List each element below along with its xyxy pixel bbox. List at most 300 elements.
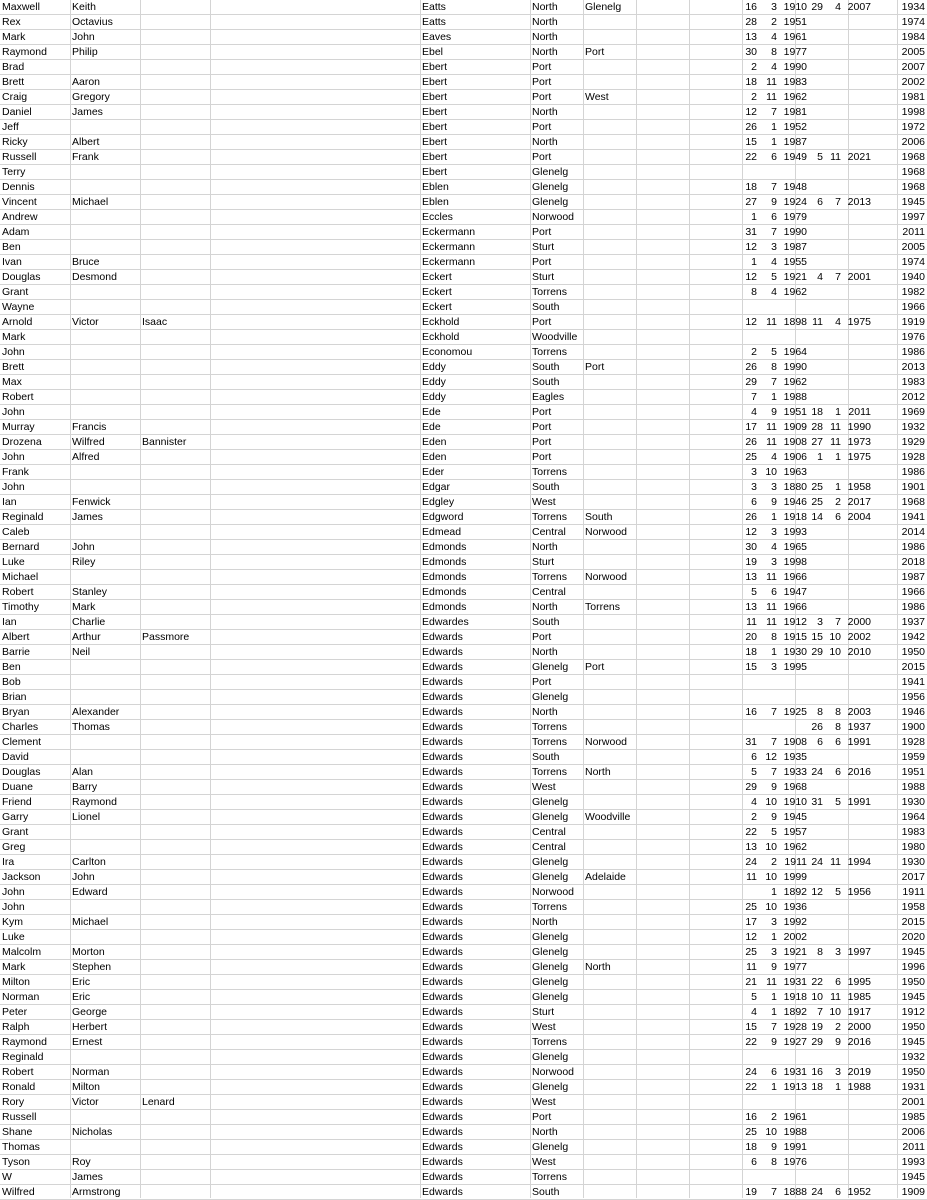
cell-debut-year[interactable]: 1983 (901, 826, 925, 838)
cell-first-name[interactable]: Raymond (2, 1036, 47, 1048)
cell-death-month[interactable]: 6 (835, 766, 841, 778)
cell-birth-day[interactable]: 17 (745, 916, 757, 928)
cell-debut-year[interactable]: 1951 (901, 766, 925, 778)
cell-middle-name[interactable]: Alexander (72, 706, 120, 718)
cell-club[interactable]: Woodville (532, 331, 578, 343)
cell-surname[interactable]: Edwards (422, 691, 463, 703)
cell-club[interactable]: Sturt (532, 271, 555, 283)
cell-first-name[interactable]: Maxwell (2, 1, 40, 13)
cell-death-year[interactable]: 2002 (847, 631, 871, 643)
cell-surname[interactable]: Eckhold (422, 316, 460, 328)
cell-birth-month[interactable]: 2 (771, 16, 777, 28)
cell-club[interactable]: South (532, 616, 560, 628)
cell-birth-day[interactable]: 18 (745, 76, 757, 88)
cell-surname[interactable]: Eddy (422, 391, 446, 403)
cell-birth-month[interactable]: 11 (766, 976, 777, 988)
cell-first-name[interactable]: Brian (2, 691, 27, 703)
cell-birth-month[interactable]: 9 (771, 406, 777, 418)
cell-birth-day[interactable]: 20 (745, 631, 757, 643)
cell-surname[interactable]: Edmonds (422, 571, 467, 583)
cell-surname[interactable]: Edwards (422, 946, 463, 958)
cell-birth-day[interactable]: 12 (745, 106, 757, 118)
cell-birth-day[interactable]: 12 (745, 316, 757, 328)
cell-first-name[interactable]: Raymond (2, 46, 47, 58)
cell-birth-month[interactable]: 10 (765, 871, 777, 883)
cell-birth-month[interactable]: 3 (771, 556, 777, 568)
cell-third-name[interactable]: Passmore (142, 631, 190, 643)
cell-birth-year[interactable]: 1955 (783, 256, 807, 268)
cell-club[interactable]: North (532, 916, 558, 928)
cell-birth-year[interactable]: 1949 (783, 151, 807, 163)
cell-club[interactable]: South (532, 301, 560, 313)
cell-club[interactable]: Norwood (532, 1066, 575, 1078)
cell-birth-year[interactable]: 1983 (783, 76, 807, 88)
cell-club-2[interactable]: Norwood (585, 571, 628, 583)
cell-surname[interactable]: Edmead (422, 526, 462, 538)
cell-first-name[interactable]: Luke (2, 931, 25, 943)
cell-death-month[interactable]: 1 (835, 406, 841, 418)
cell-birth-month[interactable]: 3 (771, 241, 777, 253)
cell-birth-day[interactable]: 18 (745, 181, 757, 193)
cell-death-month[interactable]: 11 (830, 856, 841, 868)
cell-surname[interactable]: Edwards (422, 766, 463, 778)
cell-middle-name[interactable]: Keith (72, 1, 96, 13)
cell-death-month[interactable]: 6 (835, 976, 841, 988)
cell-birth-month[interactable]: 3 (771, 526, 777, 538)
cell-first-name[interactable]: Ricky (2, 136, 28, 148)
cell-club[interactable]: Sturt (532, 1006, 555, 1018)
cell-surname[interactable]: Edwards (422, 1141, 463, 1153)
cell-birth-month[interactable]: 7 (771, 226, 777, 238)
cell-birth-year[interactable]: 1913 (783, 1081, 807, 1093)
cell-club-2[interactable]: Norwood (585, 526, 628, 538)
cell-first-name[interactable]: Thomas (2, 1141, 40, 1153)
cell-first-name[interactable]: Rex (2, 16, 21, 28)
cell-death-day[interactable]: 29 (811, 1036, 823, 1048)
cell-birth-day[interactable]: 22 (745, 826, 757, 838)
cell-club[interactable]: Port (532, 76, 552, 88)
cell-club[interactable]: South (532, 1186, 560, 1198)
cell-club[interactable]: Glenelg (532, 931, 569, 943)
cell-debut-year[interactable]: 1959 (901, 751, 925, 763)
cell-death-year[interactable]: 1994 (847, 856, 871, 868)
cell-middle-name[interactable]: John (72, 541, 95, 553)
cell-debut-year[interactable]: 1929 (901, 436, 925, 448)
cell-first-name[interactable]: Frank (2, 466, 29, 478)
cell-surname[interactable]: Edwards (422, 1096, 463, 1108)
cell-death-day[interactable]: 3 (817, 616, 823, 628)
cell-birth-year[interactable]: 1910 (783, 1, 807, 13)
cell-first-name[interactable]: Bryan (2, 706, 30, 718)
cell-debut-year[interactable]: 1950 (901, 1021, 925, 1033)
cell-debut-year[interactable]: 1928 (901, 451, 925, 463)
cell-birth-year[interactable]: 1912 (783, 616, 807, 628)
cell-debut-year[interactable]: 1945 (901, 946, 925, 958)
cell-first-name[interactable]: Barrie (2, 646, 31, 658)
cell-birth-day[interactable]: 13 (745, 601, 757, 613)
cell-death-month[interactable]: 10 (829, 646, 841, 658)
cell-birth-month[interactable]: 11 (766, 421, 777, 433)
cell-club[interactable]: Torrens (532, 901, 568, 913)
cell-first-name[interactable]: Kym (2, 916, 23, 928)
cell-club[interactable]: North (532, 706, 558, 718)
cell-debut-year[interactable]: 1988 (901, 781, 925, 793)
cell-surname[interactable]: Eblen (422, 181, 449, 193)
cell-debut-year[interactable]: 1932 (901, 421, 925, 433)
cell-club[interactable]: Glenelg (532, 1081, 569, 1093)
cell-debut-year[interactable]: 1966 (901, 586, 925, 598)
cell-middle-name[interactable]: John (72, 871, 95, 883)
cell-birth-year[interactable]: 1999 (783, 871, 807, 883)
cell-surname[interactable]: Edwards (422, 1186, 463, 1198)
cell-first-name[interactable]: John (2, 346, 25, 358)
cell-debut-year[interactable]: 1986 (901, 466, 925, 478)
cell-debut-year[interactable]: 1930 (901, 856, 925, 868)
cell-first-name[interactable]: Mark (2, 31, 26, 43)
cell-birth-month[interactable]: 8 (771, 631, 777, 643)
cell-debut-year[interactable]: 2017 (901, 871, 925, 883)
cell-middle-name[interactable]: James (72, 1171, 103, 1183)
cell-club[interactable]: Torrens (532, 736, 568, 748)
cell-birth-day[interactable]: 29 (745, 376, 757, 388)
cell-birth-day[interactable]: 6 (751, 496, 757, 508)
cell-birth-day[interactable]: 2 (751, 61, 757, 73)
cell-surname[interactable]: Edwards (422, 736, 463, 748)
cell-birth-month[interactable]: 7 (771, 1021, 777, 1033)
cell-surname[interactable]: Ebert (422, 121, 448, 133)
cell-birth-day[interactable]: 2 (751, 811, 757, 823)
cell-birth-year[interactable]: 1968 (783, 781, 807, 793)
cell-birth-day[interactable]: 15 (745, 661, 757, 673)
cell-birth-day[interactable]: 19 (745, 1186, 757, 1198)
cell-middle-name[interactable]: Thomas (72, 721, 110, 733)
cell-club[interactable]: Port (532, 451, 552, 463)
cell-first-name[interactable]: Bernard (2, 541, 40, 553)
cell-birth-day[interactable]: 3 (751, 481, 757, 493)
cell-death-month[interactable]: 1 (835, 451, 841, 463)
cell-death-month[interactable]: 6 (835, 511, 841, 523)
cell-death-month[interactable]: 11 (830, 436, 841, 448)
cell-death-month[interactable]: 5 (835, 886, 841, 898)
cell-surname[interactable]: Eckhold (422, 331, 460, 343)
cell-club[interactable]: Glenelg (532, 871, 569, 883)
cell-birth-month[interactable]: 7 (771, 106, 777, 118)
cell-birth-year[interactable]: 1952 (783, 121, 807, 133)
cell-first-name[interactable]: Ronald (2, 1081, 36, 1093)
cell-birth-month[interactable]: 1 (771, 511, 777, 523)
cell-club[interactable]: South (532, 361, 560, 373)
cell-middle-name[interactable]: Ernest (72, 1036, 103, 1048)
cell-middle-name[interactable]: Armstrong (72, 1186, 121, 1198)
cell-birth-month[interactable]: 10 (765, 796, 777, 808)
cell-club[interactable]: Glenelg (532, 796, 569, 808)
cell-birth-day[interactable]: 26 (745, 361, 757, 373)
cell-birth-year[interactable]: 1909 (783, 421, 807, 433)
cell-death-year[interactable]: 1991 (847, 736, 871, 748)
cell-death-month[interactable]: 3 (835, 946, 841, 958)
cell-surname[interactable]: Edwards (422, 991, 463, 1003)
cell-birth-year[interactable]: 1880 (783, 481, 807, 493)
cell-death-day[interactable]: 11 (812, 316, 823, 328)
cell-debut-year[interactable]: 2001 (901, 1096, 925, 1108)
cell-first-name[interactable]: Robert (2, 391, 34, 403)
cell-birth-year[interactable]: 1977 (783, 961, 807, 973)
cell-club[interactable]: Glenelg (532, 856, 569, 868)
cell-first-name[interactable]: Douglas (2, 271, 41, 283)
cell-birth-month[interactable]: 4 (771, 541, 777, 553)
cell-birth-month[interactable]: 11 (766, 316, 777, 328)
cell-birth-day[interactable]: 25 (745, 1126, 757, 1138)
cell-surname[interactable]: Eckert (422, 271, 452, 283)
cell-surname[interactable]: Edmonds (422, 541, 467, 553)
cell-birth-day[interactable]: 22 (745, 1036, 757, 1048)
cell-first-name[interactable]: Ira (2, 856, 15, 868)
cell-debut-year[interactable]: 1956 (901, 691, 925, 703)
cell-birth-day[interactable]: 1 (751, 211, 757, 223)
cell-death-day[interactable]: 24 (811, 856, 823, 868)
cell-death-year[interactable]: 1991 (847, 796, 871, 808)
cell-birth-month[interactable]: 9 (771, 1141, 777, 1153)
cell-club[interactable]: North (532, 541, 558, 553)
cell-club[interactable]: North (532, 106, 558, 118)
cell-birth-month[interactable]: 7 (771, 376, 777, 388)
cell-debut-year[interactable]: 1950 (901, 976, 925, 988)
cell-death-day[interactable]: 5 (817, 151, 823, 163)
cell-first-name[interactable]: Vincent (2, 196, 37, 208)
cell-birth-month[interactable]: 9 (771, 781, 777, 793)
cell-debut-year[interactable]: 2002 (901, 76, 925, 88)
cell-club[interactable]: Norwood (532, 211, 575, 223)
cell-birth-year[interactable]: 1979 (783, 211, 807, 223)
cell-middle-name[interactable]: Stephen (72, 961, 112, 973)
cell-birth-year[interactable]: 1945 (783, 811, 807, 823)
cell-surname[interactable]: Edwardes (422, 616, 469, 628)
cell-death-month[interactable]: 7 (835, 616, 841, 628)
cell-death-day[interactable]: 16 (811, 1066, 823, 1078)
cell-first-name[interactable]: Jeff (2, 121, 19, 133)
cell-birth-year[interactable]: 1988 (783, 391, 807, 403)
cell-first-name[interactable]: Michael (2, 571, 39, 583)
cell-birth-day[interactable]: 31 (745, 736, 757, 748)
cell-birth-day[interactable]: 4 (751, 1006, 757, 1018)
cell-first-name[interactable]: Murray (2, 421, 35, 433)
cell-debut-year[interactable]: 1996 (901, 961, 925, 973)
cell-birth-month[interactable]: 6 (771, 151, 777, 163)
cell-debut-year[interactable]: 2006 (901, 136, 925, 148)
cell-birth-day[interactable]: 31 (745, 226, 757, 238)
cell-club[interactable]: North (532, 31, 558, 43)
cell-debut-year[interactable]: 1901 (901, 481, 925, 493)
cell-first-name[interactable]: Charles (2, 721, 39, 733)
cell-debut-year[interactable]: 1968 (901, 166, 925, 178)
cell-first-name[interactable]: Mark (2, 331, 26, 343)
cell-birth-day[interactable]: 16 (745, 1, 757, 13)
cell-surname[interactable]: Eckermann (422, 256, 476, 268)
cell-surname[interactable]: Eckert (422, 301, 452, 313)
cell-debut-year[interactable]: 1945 (901, 991, 925, 1003)
cell-club[interactable]: West (532, 496, 556, 508)
cell-surname[interactable]: Ede (422, 406, 441, 418)
cell-birth-day[interactable]: 4 (751, 406, 757, 418)
cell-first-name[interactable]: Grant (2, 826, 29, 838)
cell-first-name[interactable]: Luke (2, 556, 25, 568)
cell-birth-day[interactable]: 26 (745, 511, 757, 523)
cell-birth-day[interactable]: 1 (751, 256, 757, 268)
cell-birth-month[interactable]: 4 (771, 31, 777, 43)
cell-death-year[interactable]: 1917 (847, 1006, 871, 1018)
cell-middle-name[interactable]: Eric (72, 991, 91, 1003)
cell-birth-month[interactable]: 11 (766, 601, 777, 613)
cell-debut-year[interactable]: 1985 (901, 1111, 925, 1123)
cell-debut-year[interactable]: 2015 (901, 661, 925, 673)
cell-first-name[interactable]: Ian (2, 616, 17, 628)
cell-surname[interactable]: Edmonds (422, 556, 467, 568)
cell-death-month[interactable]: 9 (835, 1036, 841, 1048)
cell-club[interactable]: Norwood (532, 886, 575, 898)
cell-birth-month[interactable]: 2 (771, 856, 777, 868)
cell-debut-year[interactable]: 2006 (901, 1126, 925, 1138)
cell-club[interactable]: Glenelg (532, 1141, 569, 1153)
cell-death-month[interactable]: 1 (835, 1081, 841, 1093)
cell-club[interactable]: Port (532, 421, 552, 433)
cell-birth-month[interactable]: 11 (766, 76, 777, 88)
cell-birth-year[interactable]: 1930 (783, 646, 807, 658)
cell-death-day[interactable]: 29 (811, 1, 823, 13)
cell-middle-name[interactable]: Arthur (72, 631, 101, 643)
cell-birth-day[interactable]: 30 (745, 541, 757, 553)
cell-surname[interactable]: Edwards (422, 661, 463, 673)
cell-death-day[interactable]: 19 (811, 1021, 823, 1033)
cell-birth-month[interactable]: 1 (771, 886, 777, 898)
cell-surname[interactable]: Edwards (422, 931, 463, 943)
cell-birth-day[interactable]: 16 (745, 706, 757, 718)
cell-birth-year[interactable]: 1966 (783, 601, 807, 613)
cell-debut-year[interactable]: 1968 (901, 151, 925, 163)
cell-middle-name[interactable]: Carlton (72, 856, 106, 868)
cell-surname[interactable]: Eden (422, 436, 447, 448)
cell-death-month[interactable]: 7 (835, 271, 841, 283)
cell-club[interactable]: Port (532, 631, 552, 643)
cell-birth-month[interactable]: 3 (771, 1, 777, 13)
cell-birth-year[interactable]: 1963 (783, 466, 807, 478)
cell-middle-name[interactable]: Aaron (72, 76, 101, 88)
cell-debut-year[interactable]: 1941 (901, 511, 925, 523)
cell-debut-year[interactable]: 1969 (901, 406, 925, 418)
cell-club[interactable]: South (532, 481, 560, 493)
cell-birth-year[interactable]: 1957 (783, 826, 807, 838)
cell-birth-year[interactable]: 1892 (783, 886, 807, 898)
cell-debut-year[interactable]: 1968 (901, 181, 925, 193)
cell-surname[interactable]: Edwards (422, 721, 463, 733)
cell-death-day[interactable]: 8 (817, 706, 823, 718)
cell-surname[interactable]: Ebert (422, 166, 448, 178)
cell-club[interactable]: Port (532, 61, 552, 73)
cell-death-month[interactable]: 4 (835, 316, 841, 328)
cell-birth-month[interactable]: 5 (771, 271, 777, 283)
cell-birth-month[interactable]: 1 (771, 136, 777, 148)
cell-debut-year[interactable]: 1964 (901, 811, 925, 823)
cell-club[interactable]: Port (532, 226, 552, 238)
cell-death-day[interactable]: 24 (811, 766, 823, 778)
cell-surname[interactable]: Eckermann (422, 226, 476, 238)
cell-surname[interactable]: Edwards (422, 871, 463, 883)
cell-club-2[interactable]: South (585, 511, 613, 523)
cell-surname[interactable]: Edmonds (422, 586, 467, 598)
cell-death-day[interactable]: 25 (811, 496, 823, 508)
cell-club[interactable]: Glenelg (532, 691, 569, 703)
cell-surname[interactable]: Eder (422, 466, 445, 478)
cell-club[interactable]: North (532, 16, 558, 28)
cell-birth-day[interactable]: 13 (745, 31, 757, 43)
cell-debut-year[interactable]: 1974 (901, 16, 925, 28)
cell-club[interactable]: Glenelg (532, 811, 569, 823)
cell-birth-year[interactable]: 1998 (783, 556, 807, 568)
cell-first-name[interactable]: Reginald (2, 511, 44, 523)
cell-death-day[interactable]: 7 (817, 1006, 823, 1018)
cell-debut-year[interactable]: 1981 (901, 91, 925, 103)
cell-birth-day[interactable]: 2 (751, 91, 757, 103)
cell-birth-month[interactable]: 6 (771, 1066, 777, 1078)
cell-birth-day[interactable]: 8 (751, 286, 757, 298)
cell-birth-year[interactable]: 1921 (783, 946, 807, 958)
cell-club[interactable]: South (532, 751, 560, 763)
cell-club[interactable]: Torrens (532, 286, 568, 298)
cell-first-name[interactable]: Duane (2, 781, 33, 793)
cell-middle-name[interactable]: Milton (72, 1081, 101, 1093)
cell-surname[interactable]: Eblen (422, 196, 449, 208)
cell-debut-year[interactable]: 1930 (901, 796, 925, 808)
cell-birth-day[interactable]: 5 (751, 766, 757, 778)
cell-death-year[interactable]: 1997 (847, 946, 871, 958)
cell-middle-name[interactable]: Philip (72, 46, 98, 58)
cell-debut-year[interactable]: 2014 (901, 526, 925, 538)
cell-birth-year[interactable]: 1908 (783, 736, 807, 748)
cell-birth-year[interactable]: 1931 (783, 1066, 807, 1078)
cell-club[interactable]: Central (532, 526, 566, 538)
cell-birth-day[interactable]: 17 (745, 421, 757, 433)
cell-death-day[interactable]: 6 (817, 736, 823, 748)
cell-birth-day[interactable]: 18 (745, 646, 757, 658)
cell-first-name[interactable]: Friend (2, 796, 32, 808)
cell-first-name[interactable]: Craig (2, 91, 28, 103)
cell-middle-name[interactable]: Wilfred (72, 436, 105, 448)
cell-birth-day[interactable]: 3 (751, 466, 757, 478)
cell-surname[interactable]: Ede (422, 421, 441, 433)
cell-surname[interactable]: Edwards (422, 676, 463, 688)
cell-birth-year[interactable]: 1935 (783, 751, 807, 763)
cell-birth-month[interactable]: 3 (771, 661, 777, 673)
cell-first-name[interactable]: Timothy (2, 601, 39, 613)
cell-club[interactable]: Torrens (532, 1036, 568, 1048)
cell-death-month[interactable]: 6 (835, 736, 841, 748)
cell-middle-name[interactable]: Riley (72, 556, 96, 568)
cell-birth-day[interactable]: 24 (745, 856, 757, 868)
cell-club[interactable]: North (532, 1, 558, 13)
cell-first-name[interactable]: Grant (2, 286, 29, 298)
cell-death-year[interactable]: 1952 (847, 1186, 871, 1198)
cell-death-day[interactable]: 18 (811, 406, 823, 418)
cell-debut-year[interactable]: 1945 (901, 1036, 925, 1048)
cell-debut-year[interactable]: 2018 (901, 556, 925, 568)
cell-birth-month[interactable]: 9 (771, 811, 777, 823)
cell-first-name[interactable]: Daniel (2, 106, 32, 118)
cell-birth-year[interactable]: 1962 (783, 91, 807, 103)
cell-birth-day[interactable]: 21 (745, 976, 757, 988)
cell-birth-year[interactable]: 1947 (783, 586, 807, 598)
cell-middle-name[interactable]: Frank (72, 151, 99, 163)
cell-first-name[interactable]: Garry (2, 811, 29, 823)
cell-debut-year[interactable]: 1941 (901, 676, 925, 688)
